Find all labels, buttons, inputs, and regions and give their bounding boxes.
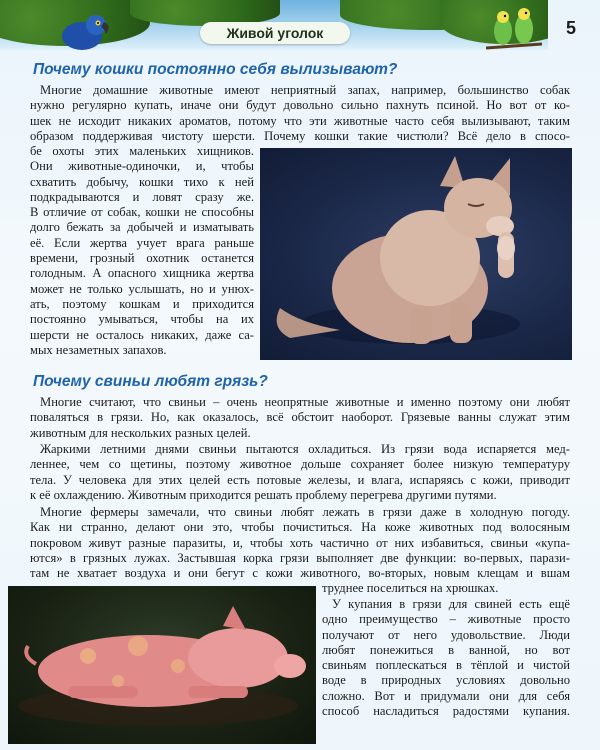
- text-line: получают от него удовольствие. Люди: [322, 627, 570, 642]
- section2-paragraph-3: [30, 505, 570, 597]
- text-line: схватить добычу, кошки тихо к ней: [30, 174, 254, 189]
- text-line: голодным. А опасного хищника жертва: [30, 266, 254, 281]
- pig-illustration: [8, 586, 316, 744]
- budgies-icon: [486, 4, 542, 50]
- section1-side-text: [30, 144, 254, 358]
- text-line: мых незаметных запахов.: [30, 342, 167, 357]
- text-line: леннее, чем со щетины, поэтому животное дольше сохраняет более низкую температуру: [30, 457, 570, 472]
- text-line: образом поддерживая чистоту шерсти. Почему кошки такие чистюли? Всё дело в спосо-: [30, 128, 570, 143]
- text-line: тела. У человека для этих целей есть потовые железы, и влага, испаряясь с кожи, приводит: [30, 472, 570, 487]
- text-line: её. Если жертва учует врага раньше: [30, 235, 254, 250]
- text-line: бе охоты этих маленьких хищников.: [30, 144, 254, 158]
- parrot-icon: [56, 8, 114, 50]
- text-line: свиньям поплескаться в тёплой и чистой: [322, 658, 570, 673]
- text-line: ются» в грязных лужах. Застывшая корка грязи выполняет две функции: во-первых, парази-: [30, 550, 570, 565]
- text-line: к её охлаждению. Животным приходится решать проблему перегрева другими путями.: [30, 487, 497, 502]
- text-line: животным для нескольких разных целей.: [30, 425, 251, 440]
- section1-heading: Почему кошки постоянно себя вылизывают?: [33, 61, 398, 78]
- text-line: Они животные-одиночки, и, чтобы: [30, 159, 254, 174]
- text-line: может не только услышать, но и унюх-: [30, 281, 254, 296]
- text-line: труднее поселиться на хрюшках.: [322, 581, 499, 596]
- section2-heading: Почему свиньи любят грязь?: [33, 373, 268, 390]
- text-line: времени, грозный охотник останется: [30, 251, 254, 266]
- header-banner: [0, 0, 548, 50]
- text-line: подкрадываются и ловят сразу же.: [30, 189, 254, 204]
- text-line: Многие считают, что свиньи – очень неопрятные животные и именно поэтому они любят: [40, 395, 570, 409]
- section2-paragraph-4: [322, 597, 570, 719]
- section2-paragraph-2: [30, 442, 570, 503]
- text-line: одно преимущество – животные просто: [322, 612, 570, 627]
- text-line: способ насладиться радостями купания.: [322, 704, 570, 719]
- text-line: ать, поэтому кошкам и приходится: [30, 296, 254, 311]
- page-number: 5: [565, 18, 576, 38]
- text-line: нужно регулярно купать, иначе они будут довольно сильно пахнуть псиной. Но вот от ко-: [30, 98, 570, 113]
- text-line: шерсти не осталось никаких, даже са-: [30, 327, 254, 342]
- pig-image: [8, 586, 316, 744]
- text-line: Многие домашние животные имеют неприятный запах, например, большинство собак: [40, 83, 570, 97]
- section2-paragraph-1: [30, 395, 570, 441]
- text-line: любят понежиться в ванной, но вот: [322, 642, 570, 657]
- section1-intro: [30, 83, 570, 144]
- text-line: воде в природных условиях довольно: [322, 673, 570, 688]
- text-line: У купания в грязи для свиней есть ещё: [332, 597, 570, 611]
- text-line: Многие фермеры замечали, что свиньи любят лежать в грязи даже в холодную погоду.: [40, 505, 570, 519]
- header-title: Живой уголок: [200, 22, 350, 44]
- text-line: там не хватает воздуха и они бегут с кожи животного, во-вторых, новым клещам и вшам: [30, 566, 570, 581]
- text-line: сложно. Вот и придумали они для себя: [322, 688, 570, 703]
- cat-image: [260, 148, 572, 360]
- text-line: долго бежать за добычей и изматывать: [30, 220, 254, 235]
- text-line: Как ни странно, делают они это, чтобы почиститься. На коже животных под волосяным: [30, 520, 570, 535]
- text-line: поваляться в грязи. Но, как оказалось, всё обстоит наоборот. Грязевые ванны служат этим: [30, 410, 570, 425]
- text-line: шек не исходит никаких ароматов, потому что эти животные часто себя вылизывают, таким: [30, 113, 570, 128]
- text-line: В отличие от собак, кошки не способны: [30, 205, 254, 220]
- text-line: Жаркими летними днями свиньи пытаются охладиться. Из грязи вода испаряется мед-: [40, 442, 570, 456]
- cat-illustration: [260, 148, 572, 360]
- text-line: постоянно умываться, чтобы на их: [30, 312, 254, 327]
- text-line: покровом живут разные паразиты, и, чтобы хоть частично от них избавиться, свиньи «купа-: [30, 535, 570, 550]
